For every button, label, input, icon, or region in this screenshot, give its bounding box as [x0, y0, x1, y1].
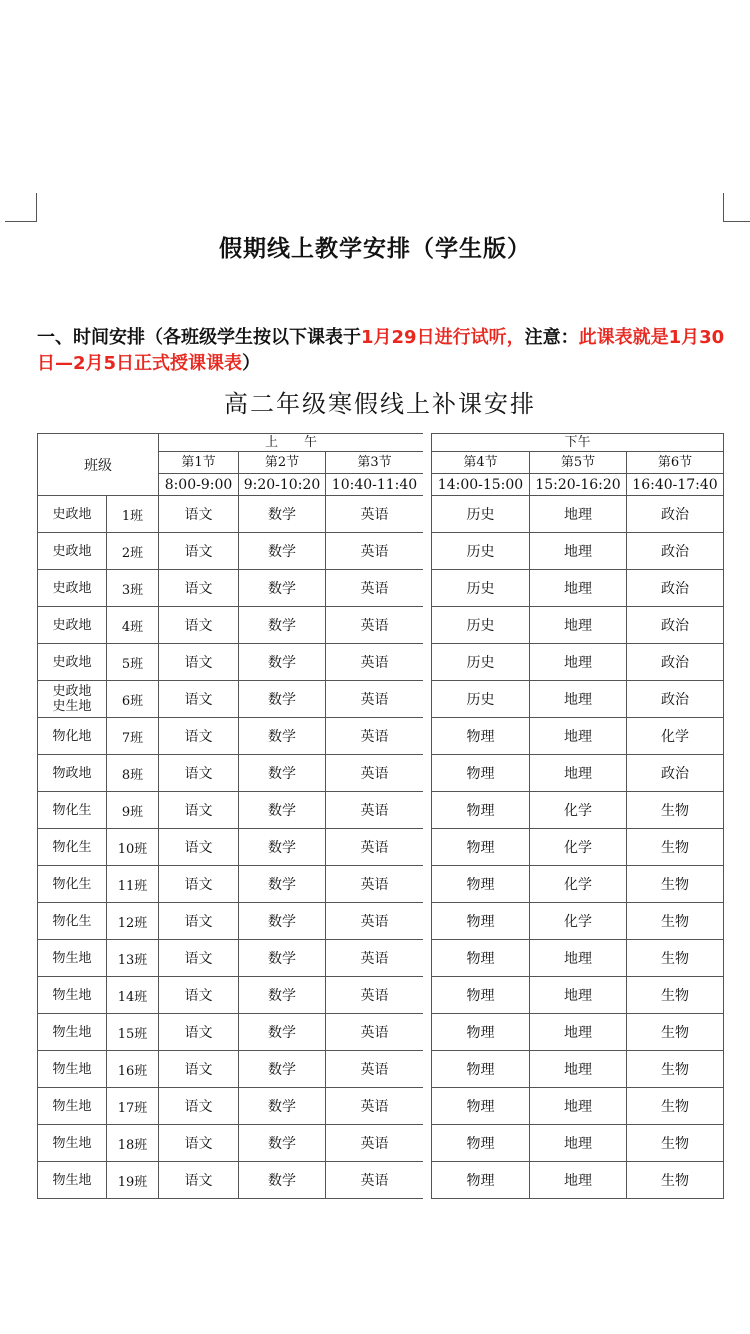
period-1-cell: 语文	[159, 1162, 239, 1199]
class-number-cell: 15班	[107, 1014, 159, 1051]
period-5-cell: 地理	[530, 755, 627, 792]
period-3-cell: 英语	[326, 755, 424, 792]
period-3-cell: 英语	[326, 866, 424, 903]
class-number-cell: 19班	[107, 1162, 159, 1199]
period-6-cell: 政治	[627, 496, 724, 533]
period-4-header: 第4节	[432, 452, 530, 474]
period-3-cell: 英语	[326, 644, 424, 681]
period-1-cell: 语文	[159, 607, 239, 644]
page-corner-mark-left	[5, 193, 37, 222]
class-number-cell: 5班	[107, 644, 159, 681]
period-5-cell: 地理	[530, 607, 627, 644]
period-5-cell: 地理	[530, 496, 627, 533]
period-6-cell: 政治	[627, 607, 724, 644]
class-number-cell: 13班	[107, 940, 159, 977]
period-4-cell: 历史	[432, 644, 530, 681]
period-2-cell: 数学	[239, 1014, 326, 1051]
period-4-cell: 物理	[432, 977, 530, 1014]
class-number-cell: 7班	[107, 718, 159, 755]
table-row	[432, 1162, 724, 1199]
class-combo-cell: 物生地	[38, 1125, 107, 1162]
class-combo-cell: 物生地	[38, 977, 107, 1014]
table-row	[432, 903, 724, 940]
period-5-cell: 地理	[530, 940, 627, 977]
table-row	[432, 533, 724, 570]
period-3-time: 10:40-11:40	[326, 474, 424, 496]
period-2-cell: 数学	[239, 533, 326, 570]
table-row	[38, 792, 424, 829]
period-4-cell: 历史	[432, 607, 530, 644]
period-2-time: 9:20-10:20	[239, 474, 326, 496]
period-6-cell: 政治	[627, 681, 724, 718]
period-2-cell: 数学	[239, 644, 326, 681]
table-row	[432, 718, 724, 755]
period-3-cell: 英语	[326, 718, 424, 755]
period-3-cell: 英语	[326, 1088, 424, 1125]
table-row	[432, 792, 724, 829]
period-4-cell: 物理	[432, 755, 530, 792]
period-3-cell: 英语	[326, 829, 424, 866]
period-3-cell: 英语	[326, 1051, 424, 1088]
time-arrangement-section	[37, 325, 727, 377]
period-1-cell: 语文	[159, 977, 239, 1014]
class-combo-cell: 物化地	[38, 718, 107, 755]
class-combo-cell: 物化生	[38, 792, 107, 829]
period-3-cell: 英语	[326, 496, 424, 533]
period-1-cell: 语文	[159, 866, 239, 903]
period-2-cell: 数学	[239, 570, 326, 607]
table-row	[432, 866, 724, 903]
period-6-cell: 生物	[627, 792, 724, 829]
period-1-cell: 语文	[159, 1088, 239, 1125]
period-6-cell: 生物	[627, 1014, 724, 1051]
period-3-cell: 英语	[326, 1162, 424, 1199]
table-row	[432, 681, 724, 718]
period-2-cell: 数学	[239, 866, 326, 903]
period-5-cell: 地理	[530, 644, 627, 681]
period-3-cell: 英语	[326, 792, 424, 829]
period-2-cell: 数学	[239, 940, 326, 977]
section-formal-dates: 此课表就是1月30日—2月5日正式授课课表	[37, 327, 725, 374]
period-4-cell: 历史	[432, 533, 530, 570]
period-2-cell: 数学	[239, 977, 326, 1014]
class-combo-cell: 物生地	[38, 1162, 107, 1199]
period-5-cell: 地理	[530, 977, 627, 1014]
table-row	[432, 977, 724, 1014]
class-number-cell: 18班	[107, 1125, 159, 1162]
period-2-cell: 数学	[239, 496, 326, 533]
class-combo-cell: 物生地	[38, 1088, 107, 1125]
period-1-cell: 语文	[159, 1051, 239, 1088]
period-1-cell: 语文	[159, 718, 239, 755]
period-5-time: 15:20-16:20	[530, 474, 627, 496]
class-combo-cell: 物化生	[38, 866, 107, 903]
period-6-cell: 生物	[627, 903, 724, 940]
period-3-header: 第3节	[326, 452, 424, 474]
period-1-cell: 语文	[159, 681, 239, 718]
table-row	[38, 1162, 424, 1199]
class-number-cell: 4班	[107, 607, 159, 644]
period-1-cell: 语文	[159, 1125, 239, 1162]
period-3-cell: 英语	[326, 977, 424, 1014]
table-row	[432, 644, 724, 681]
class-combo-cell: 物生地	[38, 1014, 107, 1051]
class-combo-cell: 史政地	[38, 533, 107, 570]
period-3-cell: 英语	[326, 607, 424, 644]
period-6-cell: 生物	[627, 1051, 724, 1088]
class-number-cell: 11班	[107, 866, 159, 903]
period-5-cell: 化学	[530, 792, 627, 829]
period-2-cell: 数学	[239, 903, 326, 940]
table-row	[38, 718, 424, 755]
period-2-cell: 数学	[239, 792, 326, 829]
class-number-cell: 1班	[107, 496, 159, 533]
morning-header: 上 午	[159, 434, 424, 452]
period-5-cell: 地理	[530, 1088, 627, 1125]
table-row	[432, 755, 724, 792]
period-6-cell: 生物	[627, 977, 724, 1014]
table-row	[432, 1125, 724, 1162]
period-2-header: 第2节	[239, 452, 326, 474]
period-4-cell: 物理	[432, 903, 530, 940]
period-6-cell: 政治	[627, 644, 724, 681]
period-5-cell: 化学	[530, 866, 627, 903]
period-5-header: 第5节	[530, 452, 627, 474]
period-5-cell: 地理	[530, 533, 627, 570]
period-4-cell: 历史	[432, 570, 530, 607]
period-2-cell: 数学	[239, 829, 326, 866]
schedule-title: 高二年级寒假线上补课安排	[224, 390, 536, 418]
period-3-cell: 英语	[326, 533, 424, 570]
period-5-cell: 地理	[530, 1051, 627, 1088]
class-combo-cell: 史政地	[38, 570, 107, 607]
table-row	[432, 496, 724, 533]
class-number-cell: 14班	[107, 977, 159, 1014]
period-5-cell: 地理	[530, 1125, 627, 1162]
period-4-cell: 物理	[432, 866, 530, 903]
class-number-cell: 16班	[107, 1051, 159, 1088]
period-3-cell: 英语	[326, 903, 424, 940]
section-suffix: ）	[242, 353, 261, 374]
period-5-cell: 地理	[530, 718, 627, 755]
period-2-cell: 数学	[239, 607, 326, 644]
table-row	[432, 940, 724, 977]
period-3-cell: 英语	[326, 1125, 424, 1162]
period-4-cell: 历史	[432, 681, 530, 718]
document-title: 假期线上教学安排（学生版）	[219, 236, 531, 262]
period-3-cell: 英语	[326, 940, 424, 977]
period-6-cell: 政治	[627, 755, 724, 792]
table-row	[38, 755, 424, 792]
table-row	[38, 977, 424, 1014]
period-4-cell: 物理	[432, 718, 530, 755]
period-1-cell: 语文	[159, 644, 239, 681]
class-number-cell: 3班	[107, 570, 159, 607]
class-number-cell: 10班	[107, 829, 159, 866]
class-number-cell: 2班	[107, 533, 159, 570]
period-1-cell: 语文	[159, 570, 239, 607]
period-6-cell: 生物	[627, 866, 724, 903]
period-4-cell: 物理	[432, 792, 530, 829]
section-note-label: 注意：	[524, 327, 579, 348]
class-header: 班级	[38, 434, 159, 496]
class-number-cell: 8班	[107, 755, 159, 792]
period-6-cell: 生物	[627, 940, 724, 977]
table-row	[38, 533, 424, 570]
period-5-cell: 地理	[530, 681, 627, 718]
class-combo-cell: 物生地	[38, 940, 107, 977]
afternoon-schedule-table	[431, 433, 724, 1199]
class-combo-cell: 史政地 史生地	[38, 681, 107, 718]
period-6-cell: 政治	[627, 570, 724, 607]
table-row	[432, 1051, 724, 1088]
table-row	[38, 940, 424, 977]
period-1-cell: 语文	[159, 755, 239, 792]
period-2-cell: 数学	[239, 1162, 326, 1199]
period-4-cell: 物理	[432, 1162, 530, 1199]
period-4-cell: 物理	[432, 940, 530, 977]
table-row	[432, 1088, 724, 1125]
period-6-cell: 生物	[627, 1162, 724, 1199]
period-1-header: 第1节	[159, 452, 239, 474]
period-2-cell: 数学	[239, 1051, 326, 1088]
period-6-cell: 生物	[627, 1125, 724, 1162]
table-row	[38, 1051, 424, 1088]
period-4-time: 14:00-15:00	[432, 474, 530, 496]
period-5-cell: 化学	[530, 903, 627, 940]
class-number-cell: 17班	[107, 1088, 159, 1125]
period-2-cell: 数学	[239, 755, 326, 792]
period-2-cell: 数学	[239, 1125, 326, 1162]
table-row	[432, 607, 724, 644]
period-4-cell: 历史	[432, 496, 530, 533]
table-row	[432, 1014, 724, 1051]
period-1-cell: 语文	[159, 940, 239, 977]
period-1-cell: 语文	[159, 792, 239, 829]
period-5-cell: 地理	[530, 570, 627, 607]
section-trial-date: 1月29日进行试听，	[361, 327, 525, 348]
class-number-cell: 9班	[107, 792, 159, 829]
class-combo-cell: 史政地	[38, 607, 107, 644]
period-5-cell: 化学	[530, 829, 627, 866]
period-2-cell: 数学	[239, 718, 326, 755]
class-combo-cell: 史政地	[38, 644, 107, 681]
period-1-time: 8:00-9:00	[159, 474, 239, 496]
class-combo-cell: 史政地	[38, 496, 107, 533]
period-3-cell: 英语	[326, 570, 424, 607]
period-1-cell: 语文	[159, 1014, 239, 1051]
class-combo-cell: 物政地	[38, 755, 107, 792]
table-row	[38, 1088, 424, 1125]
table-row	[38, 570, 424, 607]
period-4-cell: 物理	[432, 1125, 530, 1162]
page-corner-mark-right	[723, 193, 750, 222]
period-4-cell: 物理	[432, 1088, 530, 1125]
period-5-cell: 地理	[530, 1014, 627, 1051]
table-row	[38, 607, 424, 644]
period-1-cell: 语文	[159, 496, 239, 533]
table-row	[38, 866, 424, 903]
table-gap	[423, 433, 430, 1203]
period-6-cell: 政治	[627, 533, 724, 570]
period-4-cell: 物理	[432, 1014, 530, 1051]
period-1-cell: 语文	[159, 533, 239, 570]
table-row	[38, 1125, 424, 1162]
period-1-cell: 语文	[159, 829, 239, 866]
period-2-cell: 数学	[239, 681, 326, 718]
period-6-cell: 化学	[627, 718, 724, 755]
table-row	[432, 829, 724, 866]
period-5-cell: 地理	[530, 1162, 627, 1199]
class-number-cell: 6班	[107, 681, 159, 718]
period-6-header: 第6节	[627, 452, 724, 474]
table-row	[38, 829, 424, 866]
table-row	[38, 681, 424, 718]
period-3-cell: 英语	[326, 1014, 424, 1051]
afternoon-header: 下午	[432, 434, 724, 452]
period-4-cell: 物理	[432, 1051, 530, 1088]
table-row	[38, 644, 424, 681]
period-1-cell: 语文	[159, 903, 239, 940]
table-row	[38, 496, 424, 533]
period-4-cell: 物理	[432, 829, 530, 866]
class-combo-cell: 物化生	[38, 829, 107, 866]
period-6-cell: 生物	[627, 1088, 724, 1125]
period-6-time: 16:40-17:40	[627, 474, 724, 496]
morning-schedule-table	[37, 433, 424, 1199]
table-row	[432, 570, 724, 607]
period-2-cell: 数学	[239, 1088, 326, 1125]
table-row	[38, 1014, 424, 1051]
table-row	[38, 903, 424, 940]
class-number-cell: 12班	[107, 903, 159, 940]
period-3-cell: 英语	[326, 681, 424, 718]
class-combo-cell: 物生地	[38, 1051, 107, 1088]
class-combo-cell: 物化生	[38, 903, 107, 940]
section-text: 一、时间安排（各班级学生按以下课表于	[37, 327, 361, 348]
period-6-cell: 生物	[627, 829, 724, 866]
